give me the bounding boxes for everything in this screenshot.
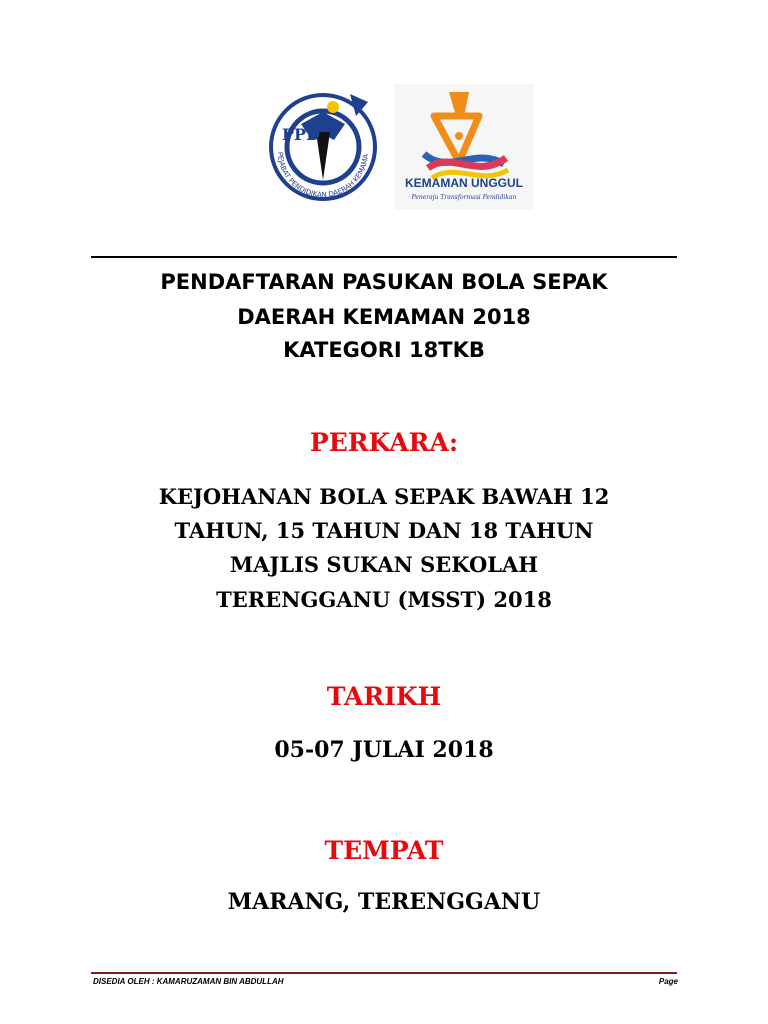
- perkara-line-2: TAHUN, 15 TAHUN DAN 18 TAHUN: [174, 518, 594, 543]
- title-line-3: KATEGORI 18TKB: [283, 338, 485, 362]
- tempat-heading: TEMPAT: [324, 836, 444, 865]
- ku-logo-tagline: Peneraju Transformasi Pendidikan: [411, 194, 517, 201]
- ppd-logo: [258, 82, 388, 217]
- tarikh-heading: TARIKH: [326, 682, 442, 711]
- title-line-1: PENDAFTARAN PASUKAN BOLA SEPAK: [160, 270, 608, 294]
- footer-divider: [91, 972, 677, 974]
- perkara-line-1: KEJOHANAN BOLA SEPAK BAWAH 12: [158, 484, 610, 509]
- ppd-ring-text: PEJABAT PENDIDIKAN DAERAH KEMAMA: [275, 151, 370, 200]
- top-divider: [91, 256, 677, 258]
- svg-text:PPD: PPD: [282, 125, 320, 144]
- footer-prepared-by: DISEDIA OLEH : KAMARUZAMAN BIN ABDULLAH: [93, 977, 284, 986]
- perkara-line-3: MAJLIS SUKAN SEKOLAH: [229, 552, 539, 577]
- ku-logo-text: KEMAMAN UNGGUL: [405, 176, 523, 190]
- title-line-2: DAERAH KEMAMAN 2018: [237, 305, 531, 329]
- kemaman-unggul-logo: [394, 84, 534, 210]
- footer-page-label: Page: [658, 977, 678, 986]
- perkara-heading: PERKARA:: [309, 428, 459, 457]
- tempat-value: MARANG, TERENGGANU: [227, 889, 541, 915]
- tarikh-value: 05-07 JULAI 2018: [274, 737, 494, 763]
- perkara-line-4: TERENGGANU (MSST) 2018: [216, 587, 552, 612]
